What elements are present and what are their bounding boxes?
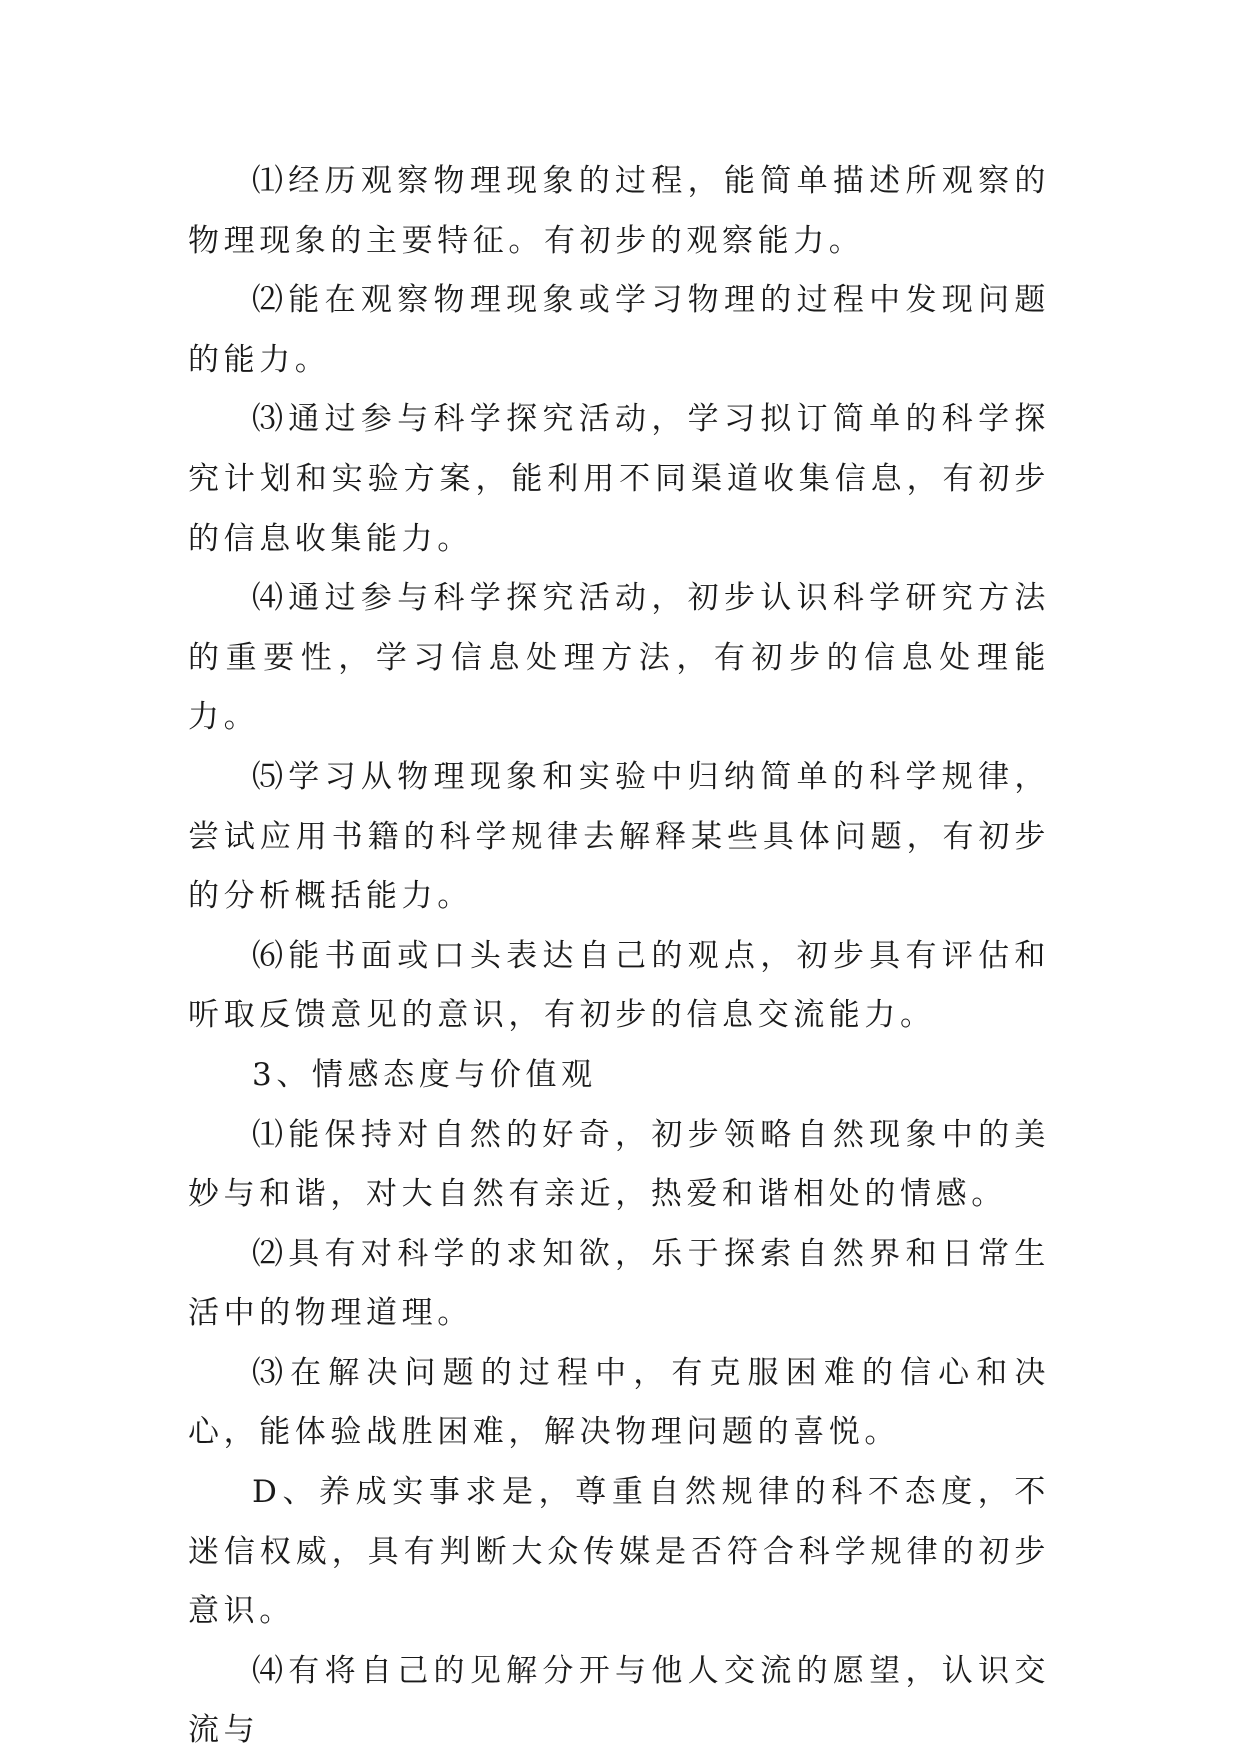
- paragraph-11: ⑷有将自己的见解分开与他人交流的愿望，认识交流与: [188, 1652, 1050, 1749]
- section-heading: 3、情感态度与价值观: [252, 1056, 597, 1093]
- paragraph-4: ⑷通过参与科学探究活动，初步认识科学研究方法的重要性，学习信息处理方法，有初步的信息处理能力。: [188, 580, 1050, 736]
- paragraph-6: ⑹能书面或口头表达自己的观点，初步具有评估和听取反馈意见的意识，有初步的信息交流能力。: [188, 937, 1050, 1034]
- paragraph-7: ⑴能保持对自然的好奇，初步领略自然现象中的美妙与和谐，对大自然有亲近，热爱和谐相处的情感。: [188, 1116, 1050, 1213]
- document-body: [188, 152, 1050, 1761]
- paragraph-1: ⑴经历观察物理现象的过程，能简单描述所观察的物理现象的主要特征。有初步的观察能力。: [188, 163, 1050, 259]
- paragraph-10: D、养成实事求是，尊重自然规律的科不态度，不迷信权威，具有判断大众传媒是否符合科学规律的初步意识。: [188, 1474, 1050, 1630]
- paragraph-3: ⑶通过参与科学探究活动，学习拟订简单的科学探究计划和实验方案，能利用不同渠道收集信息，有初步的信息收集能力。: [188, 401, 1050, 557]
- paragraph-2: ⑵能在观察物理现象或学习物理的过程中发现问题的能力。: [188, 282, 1050, 378]
- paragraph-5: ⑸学习从物理现象和实验中归纳简单的科学规律，尝试应用书籍的科学规律去解释某些具体问题，有初步的分析概括能力。: [188, 758, 1050, 915]
- paragraph-9: ⑶在解决问题的过程中，有克服困难的信心和决心，能体验战胜困难，解决物理问题的喜悦。: [188, 1354, 1050, 1451]
- paragraph-8: ⑵具有对科学的求知欲，乐于探索自然界和日常生活中的物理道理。: [188, 1235, 1050, 1332]
